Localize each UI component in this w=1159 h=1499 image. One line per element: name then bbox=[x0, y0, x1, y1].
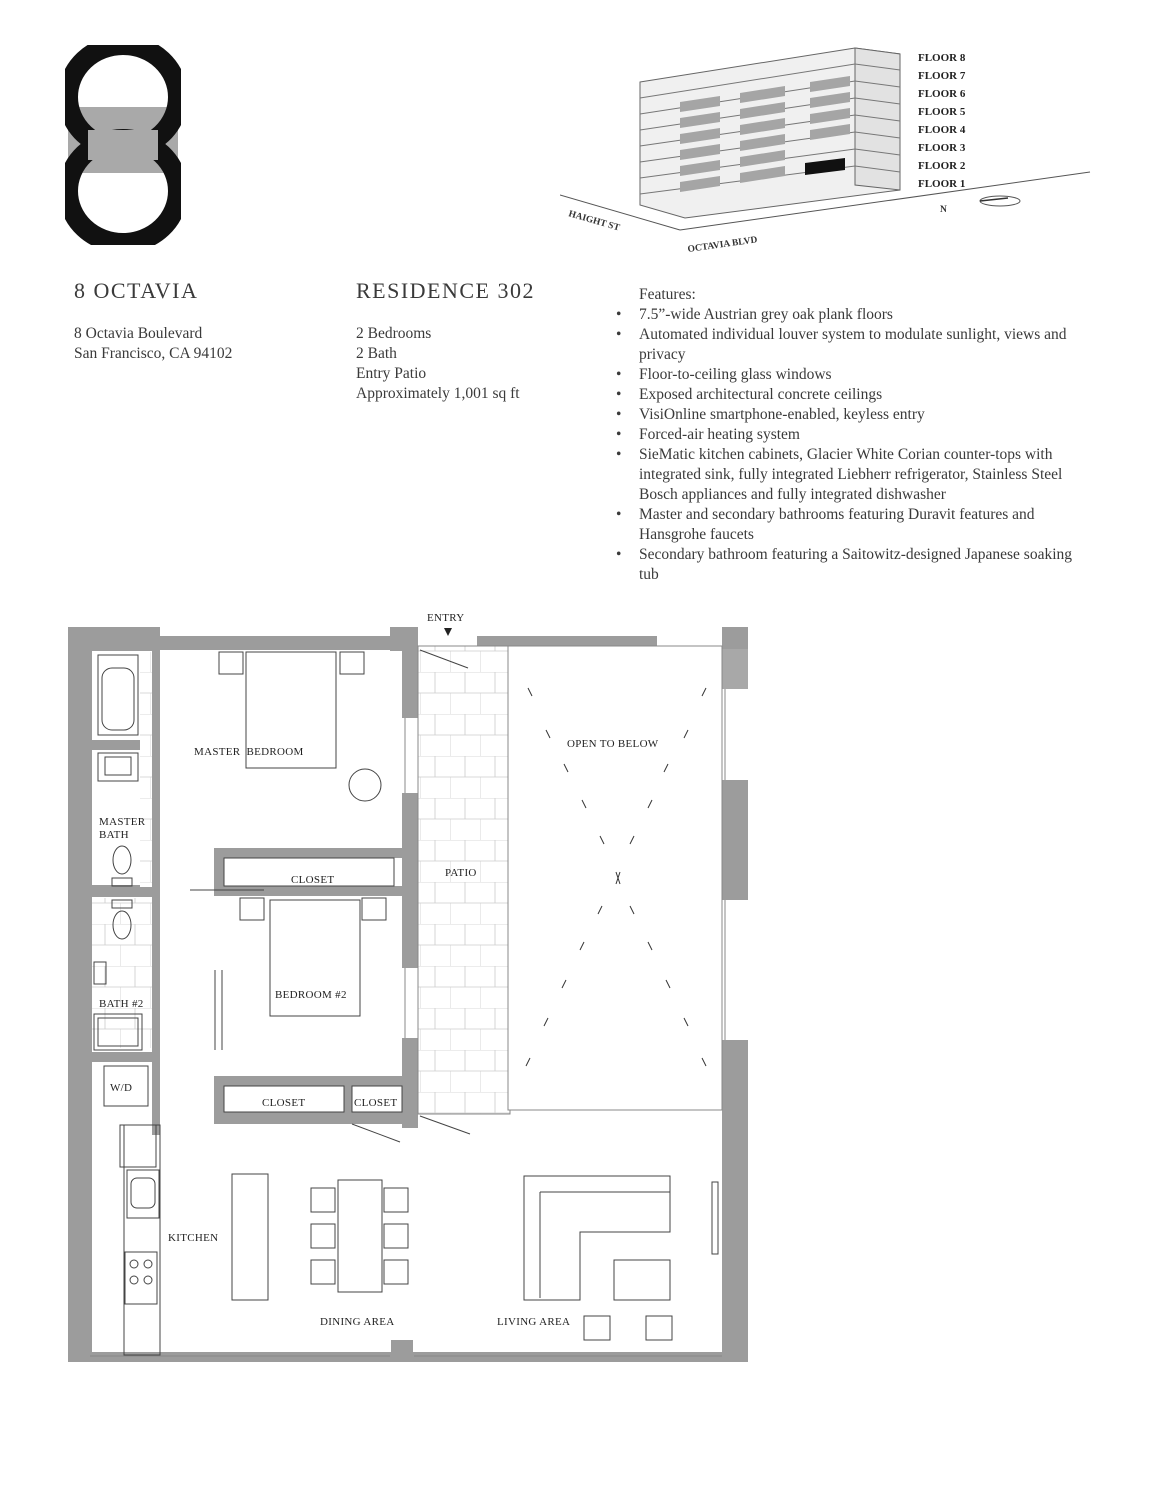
label-master-bedroom: MASTER BEDROOM bbox=[194, 746, 304, 758]
key-plan bbox=[560, 40, 1100, 255]
label-bath2: BATH #2 bbox=[99, 998, 144, 1010]
logo-8 bbox=[65, 45, 181, 245]
feature-item: • Master and secondary bathrooms featuring Duravit features and Hansgrohe faucets bbox=[614, 505, 1084, 545]
floor-label-8: FLOOR 8 bbox=[918, 52, 966, 64]
logo-waist bbox=[88, 130, 158, 160]
feature-item: • VisiOnline smartphone-enabled, keyless entry bbox=[614, 405, 1084, 425]
residence-details bbox=[356, 324, 520, 404]
floor-label-1: FLOOR 1 bbox=[918, 178, 966, 190]
label-closet-2: CLOSET bbox=[262, 1097, 306, 1109]
label-patio: PATIO bbox=[445, 867, 477, 879]
label-master-bath-2: BATH bbox=[99, 829, 129, 841]
feature-item: • SieMatic kitchen cabinets, Glacier White Corian counter-tops with integrated sink, fully integrated Liebherr refrigerator, Stainless Steel Bosch appliances and fully integrated dishwasher bbox=[614, 445, 1084, 505]
label-master-bath-1: MASTER bbox=[99, 816, 146, 828]
floor-label-3: FLOOR 3 bbox=[918, 142, 966, 154]
label-closet-3: CLOSET bbox=[354, 1097, 398, 1109]
features-heading: Features: bbox=[639, 286, 696, 303]
residence-bedrooms: 2 Bedrooms bbox=[356, 325, 432, 342]
floor-label-7: FLOOR 7 bbox=[918, 70, 966, 82]
label-dining: DINING AREA bbox=[320, 1316, 395, 1328]
features-list bbox=[614, 285, 1084, 585]
address-line-2: San Francisco, CA 94102 bbox=[74, 345, 233, 362]
street-label-octavia: OCTAVIA BLVD bbox=[687, 235, 759, 255]
floor-label-2: FLOOR 2 bbox=[918, 160, 966, 172]
floor-label-6: FLOOR 6 bbox=[918, 88, 966, 100]
address-line-1: 8 Octavia Boulevard bbox=[74, 325, 203, 342]
label-open-to-below: OPEN TO BELOW bbox=[567, 738, 659, 750]
floor-plan bbox=[60, 605, 760, 1375]
patio-floor bbox=[418, 646, 510, 1114]
entry-arrow-icon bbox=[444, 628, 452, 636]
label-entry: ENTRY bbox=[427, 612, 465, 624]
bath2-tile bbox=[92, 898, 152, 1048]
label-wd: W/D bbox=[110, 1082, 133, 1094]
label-bedroom2: BEDROOM #2 bbox=[275, 989, 347, 1001]
feature-item: • Secondary bathroom featuring a Saitowitz-designed Japanese soaking tub bbox=[614, 545, 1084, 585]
label-kitchen: KITCHEN bbox=[168, 1232, 219, 1244]
label-closet-1: CLOSET bbox=[291, 874, 335, 886]
residence-baths: 2 Bath bbox=[356, 345, 397, 362]
building-address bbox=[74, 324, 232, 364]
floor-label-4: FLOOR 4 bbox=[918, 124, 966, 136]
north-arrow-icon bbox=[940, 196, 1020, 215]
residence-patio: Entry Patio bbox=[356, 365, 427, 382]
residence-area: Approximately 1,001 sq ft bbox=[356, 385, 520, 402]
building-name: 8 OCTAVIA bbox=[74, 278, 199, 303]
feature-item: • 7.5”-wide Austrian grey oak plank floors bbox=[614, 305, 1084, 325]
street-label-haight: HAIGHT ST bbox=[567, 209, 621, 234]
floor-label-5: FLOOR 5 bbox=[918, 106, 966, 118]
north-label: N bbox=[940, 205, 947, 215]
residence-title: RESIDENCE 302 bbox=[356, 278, 535, 303]
feature-item: • Forced-air heating system bbox=[614, 425, 1084, 445]
master-bath-tile bbox=[140, 652, 152, 887]
feature-item: • Automated individual louver system to modulate sunlight, views and privacy bbox=[614, 325, 1084, 365]
open-to-below-area bbox=[508, 646, 722, 1110]
feature-item: • Exposed architectural concrete ceilings bbox=[614, 385, 1084, 405]
feature-item: • Floor-to-ceiling glass windows bbox=[614, 365, 1084, 385]
label-living: LIVING AREA bbox=[497, 1316, 571, 1328]
